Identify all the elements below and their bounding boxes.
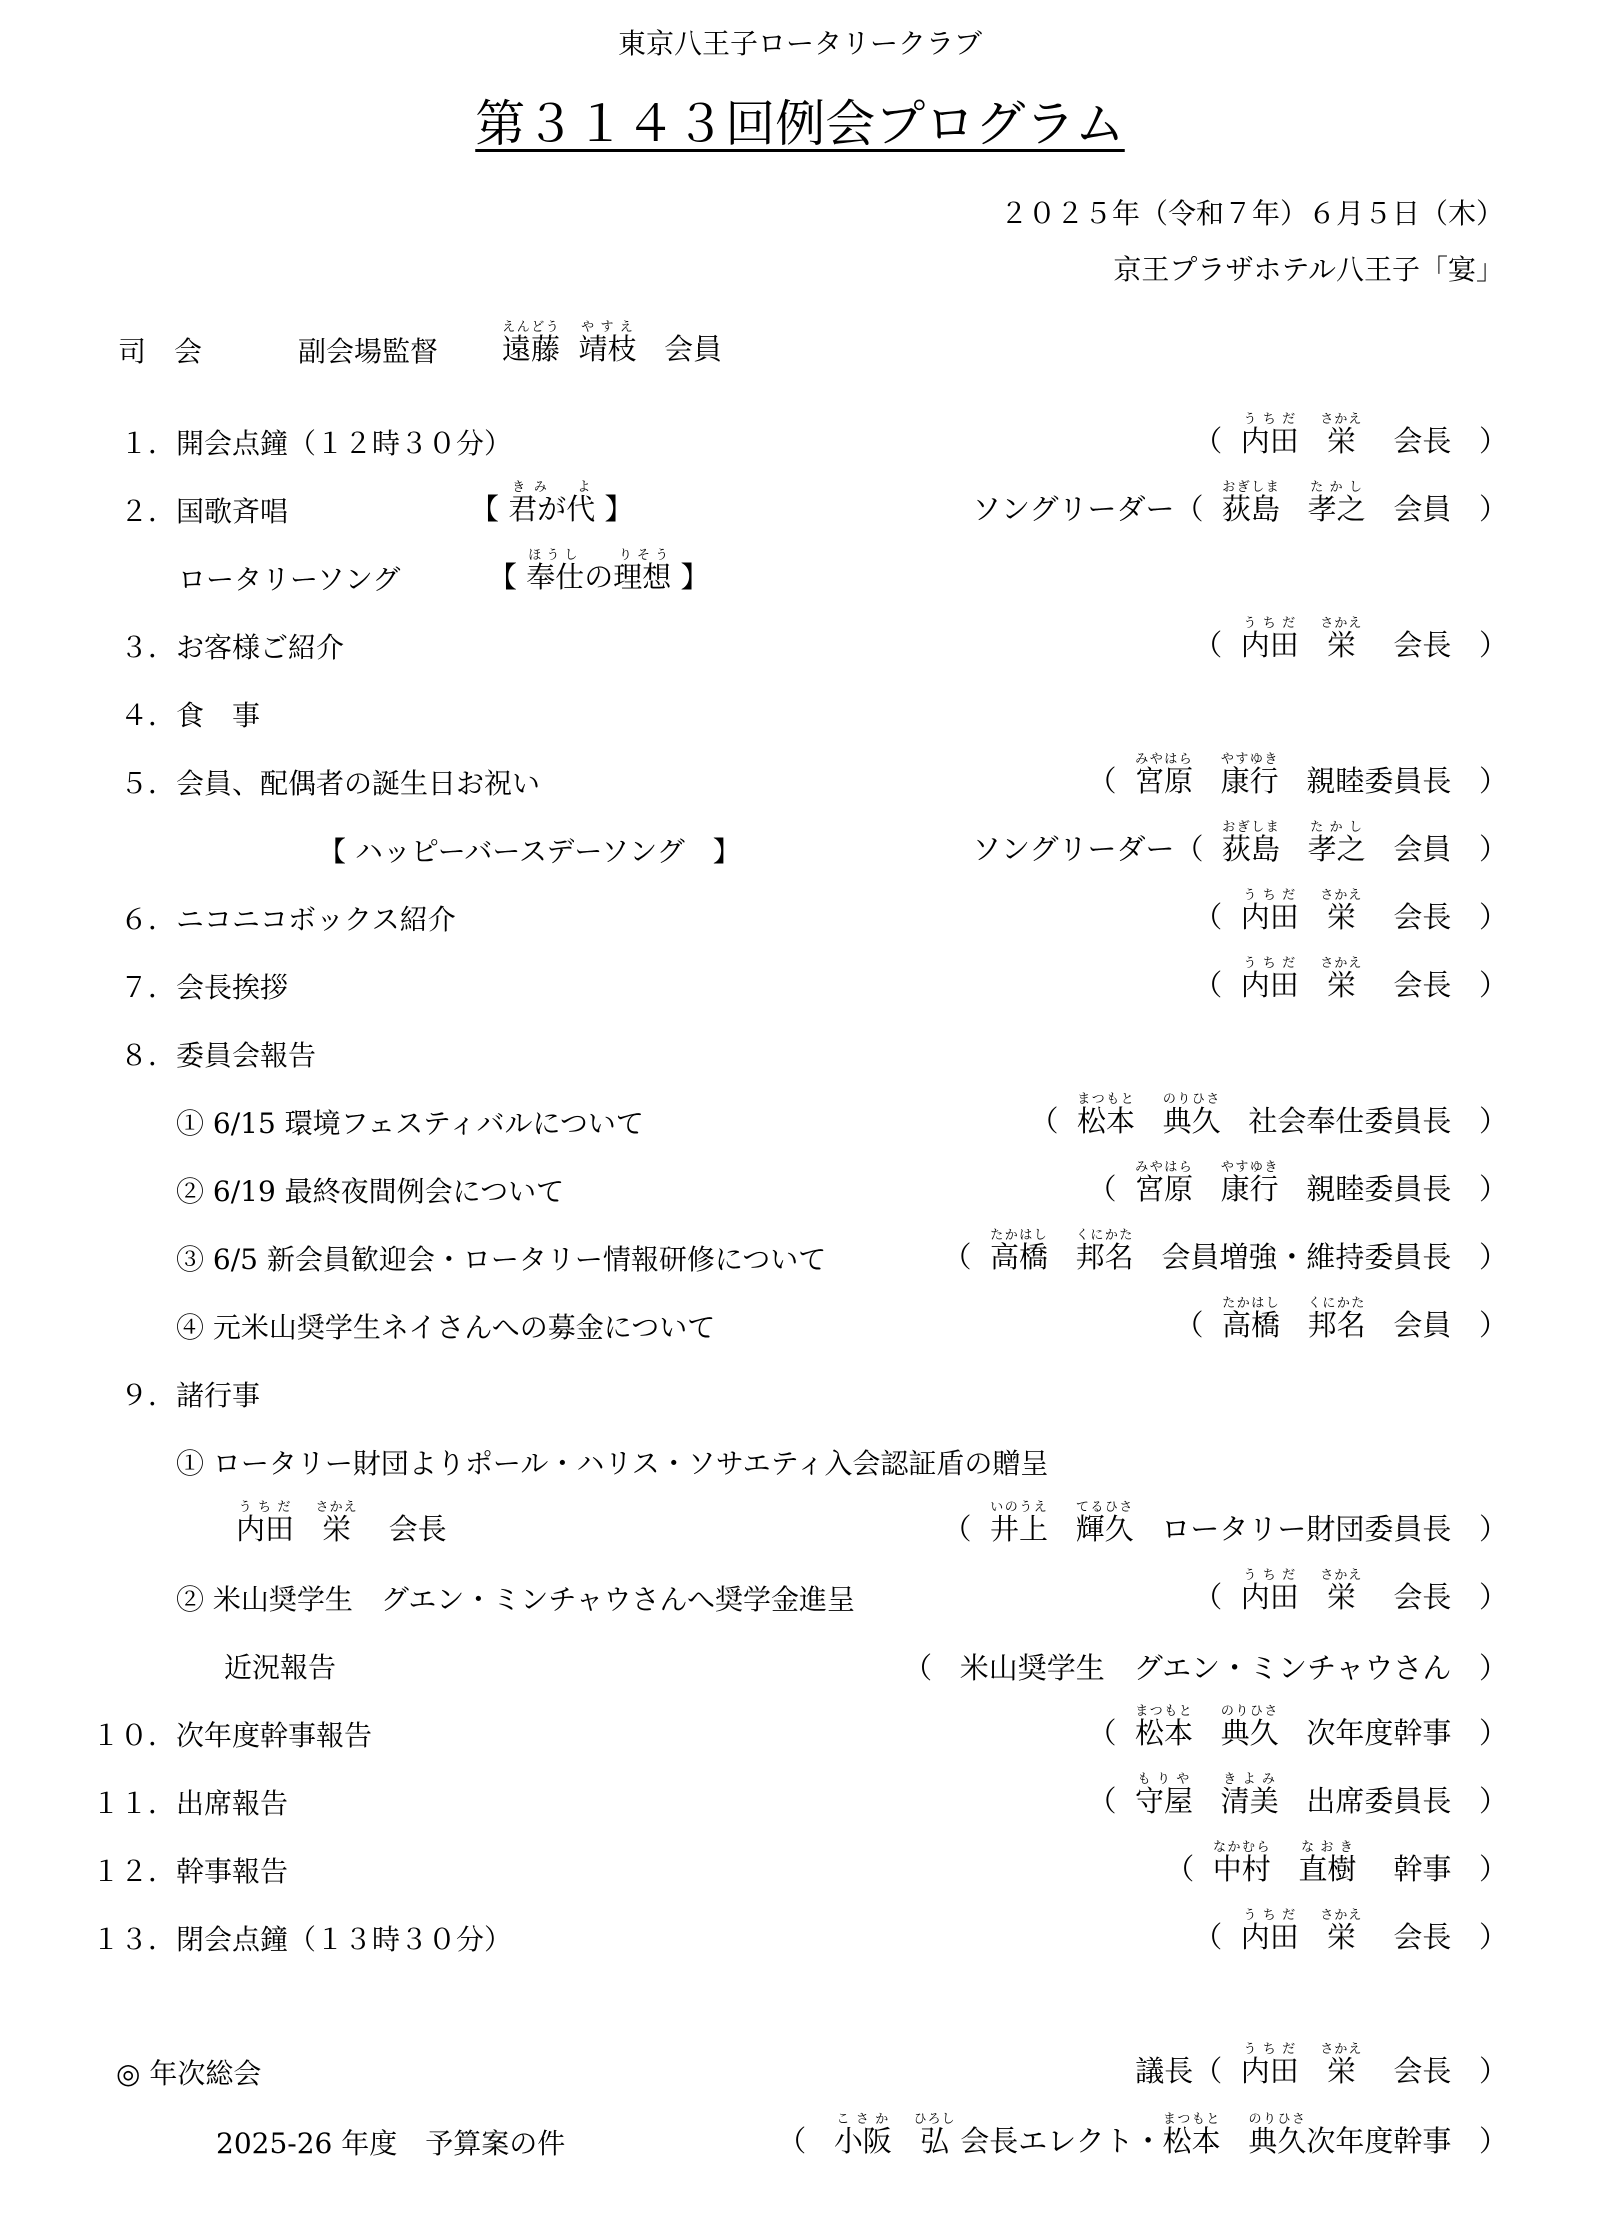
text-fragment: 栄 [1320,1580,1363,1614]
text-fragment: 会長 [1393,2054,1452,2088]
mc-surname-ruby: えんどう [502,320,561,335]
text-fragment: （ [903,1651,933,1685]
text-fragment: ） [1478,832,1508,866]
item-8b-presenter [1088,1160,1508,1209]
text-fragment: ） [1478,1920,1508,1954]
text-fragment: 会員 [1393,492,1452,526]
text-fragment: 高橋 [1221,1308,1280,1342]
item-5-presenter [1088,752,1508,801]
furigana-reading: おぎしま [1221,820,1280,835]
furigana-reading: てるひさ [1075,1500,1134,1515]
text-fragment: 会長 [1393,1580,1452,1614]
furigana-reading: やすゆき [1220,1160,1279,1175]
text-fragment: （ [1087,1784,1117,1818]
furigana-reading: さかえ [1320,616,1363,631]
text-fragment: 栄 [1320,2054,1363,2088]
text-fragment: ） [1478,1104,1508,1138]
text-fragment: 栄 [1320,968,1363,1002]
furigana-reading: うちだ [1240,2042,1299,2057]
text-fragment: ） [1478,900,1508,934]
text-fragment: 栄 [315,1512,358,1546]
mc-surname: 遠藤 [502,332,561,366]
furigana-reading: うちだ [236,1500,294,1515]
text-fragment: 会長 [1393,1920,1452,1954]
item-1-label: １．開会点鐘（１２時３０分） [120,427,513,460]
text-fragment: 内田 [1240,424,1299,458]
text-fragment: （ [1087,1172,1117,1206]
text-fragment: ロータリー財団委員長 [1161,1512,1452,1546]
text-fragment: 邦名 [1307,1308,1366,1342]
furigana-reading: のりひさ [1162,1092,1221,1107]
furigana-reading: まつもと [1134,1704,1193,1719]
text-fragment: 出席委員長 [1306,1784,1452,1818]
furigana-reading: まつもと [1162,2112,1221,2127]
furigana-name [1240,412,1299,458]
furigana-name [578,320,637,366]
text-fragment: 直樹 [1298,1852,1357,1886]
item-3-label: ３．お客様ご紹介 [120,631,345,664]
item-9a-presenter [943,1500,1508,1549]
item-10-label: １０．次年度幹事報告 [92,1719,373,1752]
text-fragment: ） [1478,2054,1508,2088]
text-fragment: ） [1478,1784,1508,1818]
item-8c-label: ③ 6/5 新会員歓迎会・ロータリー情報研修について [176,1243,827,1276]
text-fragment: （ [1193,628,1223,662]
agm-label: ◎ 年次総会 [116,2057,262,2090]
furigana-reading: のりひさ [1248,2112,1307,2127]
text-fragment: 孝之 [1307,492,1366,526]
item-9a-label: ① ロータリー財団よりポール・ハリス・ソサエティ入会認証盾の贈呈 [176,1447,1049,1480]
text-fragment: ） [1478,1651,1508,1685]
text-fragment: 会長エレクト・ [960,2124,1163,2158]
text-fragment: 荻島 [1221,832,1280,866]
furigana-name [1320,888,1363,934]
furigana-name [1320,412,1363,458]
furigana-name [1240,888,1299,934]
furigana-reading: うちだ [1240,1568,1299,1583]
text-fragment: 典久 [1248,2124,1307,2158]
text-fragment: 高橋 [989,1240,1048,1274]
item-9b-presenter [1193,1568,1508,1617]
text-fragment: 会員 [1393,1308,1452,1342]
furigana-name [1240,1568,1299,1614]
item-12-presenter [1165,1840,1508,1889]
item-2b-label: ロータリーソング [178,563,401,596]
item-6-presenter [1193,888,1508,937]
text-fragment: ） [1478,968,1508,1002]
mc-suffix: 会員 [664,332,723,366]
item-1-presenter [1193,412,1508,461]
furigana-name [1075,1228,1134,1274]
item-9a-recipient [236,1500,447,1549]
furigana-name [236,1500,295,1546]
text-fragment: ） [1478,1716,1508,1750]
agm-budget-label: 2025-26 年度 予算案の件 [216,2127,566,2160]
text-fragment: 典久 [1220,1716,1279,1750]
text-fragment: 内田 [1240,2054,1299,2088]
furigana-reading: もりや [1134,1772,1193,1787]
item-4-label: ４．食 事 [120,699,261,732]
text-fragment: 孝之 [1307,832,1366,866]
text-fragment: 栄 [1320,628,1363,662]
text-fragment: ） [1478,492,1508,526]
item-2b-song [488,548,709,597]
text-fragment: 内田 [236,1512,295,1546]
furigana-name [1220,752,1279,798]
text-fragment: 米山奨学生 グエン・ミンチャウさん [959,1651,1452,1685]
item-13-presenter [1193,1908,1508,1957]
text-fragment: 会員 [1393,832,1452,866]
furigana-name [1134,752,1193,798]
text-fragment: ） [1478,1512,1508,1546]
furigana-name [1307,820,1366,866]
furigana-reading: さかえ [1320,1568,1363,1583]
furigana-name [1076,1092,1135,1138]
furigana-reading: さかえ [1320,956,1363,971]
furigana-reading: たかし [1307,820,1366,835]
text-fragment: ） [1478,424,1508,458]
furigana-reading: さかえ [315,1500,358,1515]
mc-role: 副会場監督 [298,335,439,368]
text-fragment: （ [1193,1580,1223,1614]
item-2-leader [972,480,1508,529]
text-fragment: 】 [680,560,710,594]
agm-budget-presenters [777,2112,1508,2161]
text-fragment: 栄 [1320,1920,1363,1954]
club-name: 東京八王子ロータリークラブ [617,27,982,60]
text-fragment: 荻島 [1221,492,1280,526]
text-fragment: 会長 [1393,968,1452,1002]
mc-name [502,320,722,369]
furigana-name [1307,480,1366,526]
item-11-presenter [1088,1772,1508,1821]
text-fragment: 【 [470,492,500,526]
furigana-name [1240,1908,1299,1954]
furigana-reading: みやはら [1134,1160,1193,1175]
text-fragment: 康行 [1220,1172,1279,1206]
item-7-label: ７．会長挨拶 [120,971,289,1004]
text-fragment: 内田 [1240,1580,1299,1614]
text-fragment: （ [1193,424,1223,458]
furigana-name [1307,1296,1366,1342]
furigana-name [1320,956,1363,1002]
mc-given-name-ruby: やすえ [578,320,637,335]
furigana-name [1221,1296,1280,1342]
furigana-reading: うちだ [1240,616,1299,631]
furigana-name [1075,1500,1134,1546]
text-fragment: 会員増強・維持委員長 [1161,1240,1452,1274]
item-8d-label: ④ 元米山奨学生ネイさんへの募金について [176,1311,716,1344]
item-6-label: ６．ニコニコボックス紹介 [120,903,456,936]
furigana-name [1134,1160,1193,1206]
furigana-reading: くにかた [1075,1228,1134,1243]
text-fragment: 社会奉仕委員長 [1248,1104,1452,1138]
meeting-date: ２０２５年（令和７年）６月５日（木） [999,197,1504,230]
text-fragment: 議長（ [1135,2054,1223,2088]
item-8a-presenter [1030,1092,1508,1141]
item-2-label: ２．国歌斉唱 [120,495,289,528]
furigana-name [526,548,672,594]
text-fragment: （ [1087,1716,1117,1750]
text-fragment: ） [1478,764,1508,798]
text-fragment: ） [1478,1172,1508,1206]
text-fragment: 【 [488,560,518,594]
furigana-name [1320,1908,1363,1954]
text-fragment: ） [1478,2124,1508,2158]
text-fragment: 康行 [1220,764,1279,798]
text-fragment: 典久 [1162,1104,1221,1138]
mc-label: 司 会 [118,335,203,368]
furigana-reading: さかえ [1320,888,1363,903]
furigana-name [1248,2112,1307,2158]
agm-chair [1135,2042,1508,2091]
text-fragment: 弘 [913,2124,956,2158]
furigana-reading: さかえ [1320,1908,1363,1923]
text-fragment: （ [1193,1920,1223,1954]
text-fragment: 栄 [1320,900,1363,934]
text-fragment: ソングリーダー（ [972,492,1204,526]
item-10-presenter [1088,1704,1508,1753]
text-fragment: ） [1478,1240,1508,1274]
text-fragment: 松本 [1134,1716,1193,1750]
furigana-reading: たかはし [1221,1296,1280,1311]
furigana-name [1134,1704,1193,1750]
item-5-label: ５．会員、配偶者の誕生日お祝い [120,767,541,800]
furigana-name [1134,1772,1193,1818]
text-fragment: 守屋 [1134,1784,1193,1818]
furigana-name [1212,1840,1271,1886]
text-fragment: 】 [604,492,634,526]
program-title [0,84,1600,156]
item-3-presenter [1193,616,1508,665]
furigana-name [1220,1772,1279,1818]
text-fragment: 内田 [1240,1920,1299,1954]
furigana-reading: のりひさ [1220,1704,1279,1719]
item-8c-presenter [943,1228,1508,1277]
furigana-reading: おぎしま [1221,480,1280,495]
furigana-reading: ひろし [913,2112,956,2127]
furigana-name [1320,616,1363,662]
text-fragment: 松本 [1162,2124,1221,2158]
text-fragment: 清美 [1220,1784,1279,1818]
furigana-reading: うちだ [1240,888,1299,903]
item-12-label: １２．幹事報告 [92,1855,289,1888]
text-fragment: 奉仕の理想 [526,560,672,594]
item-9c-presenter [903,1648,1508,1688]
text-fragment: 内田 [1240,900,1299,934]
item-8-label: ８．委員会報告 [120,1039,317,1072]
furigana-name [1240,616,1299,662]
text-fragment: （ [1165,1852,1195,1886]
furigana-name [1220,1160,1279,1206]
furigana-name [1298,1840,1357,1886]
item-13-label: １３．閉会点鐘（１３時３０分） [92,1923,513,1956]
item-8d-presenter [1175,1296,1508,1345]
furigana-reading: たかし [1307,480,1366,495]
text-fragment: 宮原 [1134,764,1193,798]
item-9-label: ９．諸行事 [120,1379,261,1412]
text-fragment: 君が代 [508,492,596,526]
furigana-name [833,2112,892,2158]
text-fragment: 宮原 [1134,1172,1193,1206]
program-title-text: 第３１４３回例会プログラム [475,95,1125,153]
furigana-name [1162,1092,1221,1138]
text-fragment: （ [942,1240,972,1274]
text-fragment: ） [1478,1852,1508,1886]
item-2-song [470,480,633,529]
furigana-name [1220,1704,1279,1750]
text-fragment: （ [1193,968,1223,1002]
text-fragment: 会長 [1393,900,1452,934]
text-fragment: 幹事 [1393,1852,1452,1886]
furigana-reading: くにかた [1307,1296,1366,1311]
text-fragment: 邦名 [1075,1240,1134,1274]
text-fragment: 会長 [1393,628,1452,662]
text-fragment: 中村 [1212,1852,1271,1886]
furigana-name [1320,2042,1363,2088]
text-fragment: ソングリーダー（ [972,832,1204,866]
text-fragment: 井上 [989,1512,1048,1546]
furigana-name [1240,2042,1299,2088]
text-fragment: （ [1193,900,1223,934]
furigana-reading: きよみ [1220,1772,1279,1787]
furigana-reading: ほうし りそう [526,548,672,563]
furigana-reading: やすゆき [1220,752,1279,767]
furigana-name [989,1500,1048,1546]
item-11-label: １１．出席報告 [92,1787,289,1820]
furigana-reading: きみ よ [508,480,596,495]
furigana-name [508,480,596,526]
item-8b-label: ② 6/19 最終夜間例会について [176,1175,565,1208]
mc-given-name: 靖枝 [578,332,637,366]
text-fragment: 松本 [1076,1104,1135,1138]
meeting-venue: 京王プラザホテル八王子「宴」 [1113,253,1504,286]
text-fragment: ） [1478,628,1508,662]
furigana-reading: さかえ [1320,2042,1363,2057]
item-5b-song: 【 ハッピーバースデーソング 】 [318,835,741,868]
furigana-name [502,320,561,366]
furigana-reading: なかむら [1212,1840,1271,1855]
text-fragment: ） [1478,1308,1508,1342]
item-7-presenter [1193,956,1508,1005]
text-fragment: 内田 [1240,968,1299,1002]
furigana-name [989,1228,1048,1274]
furigana-reading: うちだ [1240,412,1299,427]
item-5b-leader [972,820,1508,869]
furigana-name [1162,2112,1221,2158]
text-fragment: 親睦委員長 [1306,764,1452,798]
furigana-reading: さかえ [1320,412,1363,427]
furigana-name [1221,480,1280,526]
text-fragment: 輝久 [1075,1512,1134,1546]
text-fragment: 会長 [1393,424,1452,458]
text-fragment: ） [1478,1580,1508,1614]
furigana-name [1221,820,1280,866]
furigana-reading: うちだ [1240,956,1299,971]
text-fragment: 栄 [1320,424,1363,458]
text-fragment: （ [777,2124,807,2158]
text-fragment: 親睦委員長 [1306,1172,1452,1206]
text-fragment: 次年度幹事 [1306,2124,1452,2158]
text-fragment: 内田 [1240,628,1299,662]
furigana-name [315,1500,358,1546]
item-9b-label: ② 米山奨学生 グエン・ミンチャウさんへ奨学金進呈 [176,1583,855,1616]
text-fragment: （ [1087,764,1117,798]
furigana-reading: まつもと [1076,1092,1135,1107]
furigana-reading: なおき [1298,1840,1357,1855]
furigana-reading: いのうえ [989,1500,1048,1515]
furigana-name [1320,1568,1363,1614]
text-fragment: （ [1174,1308,1204,1342]
furigana-reading: うちだ [1240,1908,1299,1923]
item-9c-label: 近況報告 [224,1651,337,1684]
text-fragment: （ [942,1512,972,1546]
furigana-reading: こさか [833,2112,892,2127]
furigana-name [1240,956,1299,1002]
text-fragment: 会長 [388,1512,447,1546]
item-8a-label: ① 6/15 環境フェスティバルについて [176,1107,644,1140]
furigana-reading: みやはら [1134,752,1193,767]
text-fragment: 次年度幹事 [1306,1716,1452,1750]
text-fragment: 小阪 [833,2124,892,2158]
text-fragment: （ [1029,1104,1059,1138]
furigana-name [913,2112,956,2158]
furigana-reading: たかはし [989,1228,1048,1243]
